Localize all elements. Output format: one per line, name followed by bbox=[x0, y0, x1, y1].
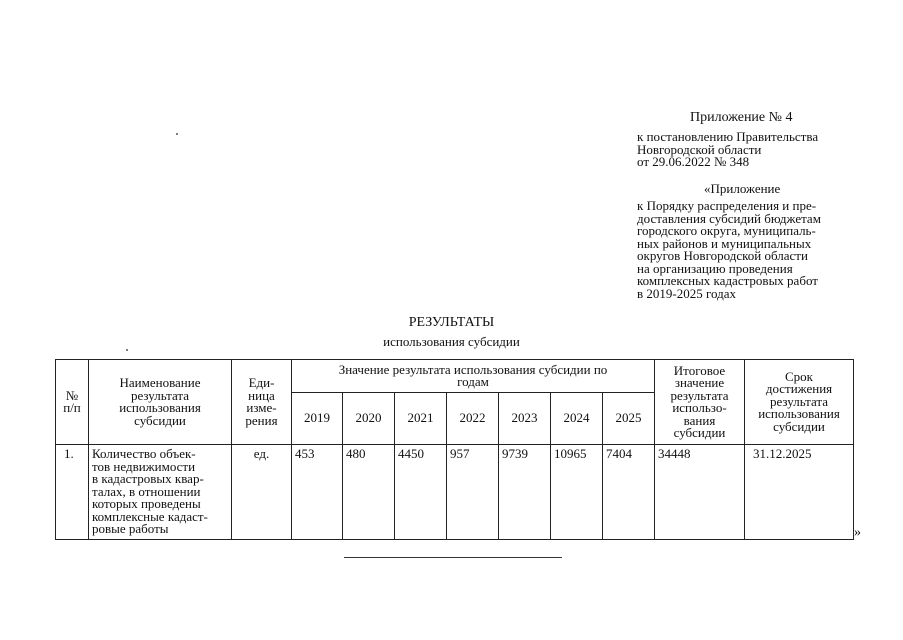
header-line: п/п bbox=[63, 400, 81, 415]
header-line: изме- bbox=[246, 400, 277, 415]
col-header-year: 2020 bbox=[343, 393, 395, 445]
table-row bbox=[56, 445, 854, 540]
sub-appendix-title: «Приложение bbox=[704, 181, 781, 196]
page-subtitle: использования субсидии bbox=[383, 334, 520, 349]
cell-value-2021: 4450 bbox=[395, 445, 447, 540]
sub-appendix-line: ных районов и муниципальных bbox=[637, 235, 812, 251]
cell-line: тов недвижимости bbox=[92, 458, 196, 474]
header-line: использования bbox=[119, 400, 201, 415]
header-line: субсидии bbox=[773, 418, 825, 434]
col-header-year: 2022 bbox=[447, 393, 499, 445]
header-line: достижения bbox=[765, 381, 833, 397]
cell-line: Количество объек- bbox=[92, 446, 196, 461]
sub-appendix-line: на организацию проведения bbox=[637, 260, 793, 276]
appendix-title: Приложение № 4 bbox=[690, 110, 793, 125]
header-line: значение bbox=[674, 375, 725, 390]
col-header-unit bbox=[232, 360, 292, 445]
sub-appendix-line: городского округа, муниципаль- bbox=[637, 223, 816, 238]
header-line: результата bbox=[769, 393, 829, 409]
cell-value-2025: 7404 bbox=[603, 445, 655, 540]
cell-line: комплексные кадаст- bbox=[92, 508, 208, 524]
page-title: РЕЗУЛЬТАТЫ bbox=[408, 315, 495, 330]
col-header-year: 2023 bbox=[499, 393, 551, 445]
header-line: субсидии bbox=[673, 425, 726, 440]
col-header-year: 2019 bbox=[292, 393, 343, 445]
sub-appendix-line: доставления субсидий бюджетам bbox=[637, 210, 821, 226]
appendix-line: от 29.06.2022 № 348 bbox=[637, 154, 750, 169]
cell-line: которых проведены bbox=[92, 496, 201, 511]
cell-num: 1. bbox=[56, 445, 89, 540]
header-line: рения bbox=[245, 412, 278, 428]
cell-line: ровые работы bbox=[92, 521, 169, 536]
col-header-total bbox=[655, 360, 745, 445]
cell-value-2019: 453 bbox=[292, 445, 343, 540]
header-line: Наименование bbox=[119, 375, 201, 390]
sub-appendix-line: в 2019-2025 годах bbox=[637, 285, 736, 301]
header-line: годам bbox=[457, 374, 489, 389]
col-header-name bbox=[89, 360, 232, 445]
closing-quote: » bbox=[854, 525, 861, 540]
header-line: № bbox=[65, 387, 79, 403]
cell-value-2024: 10965 bbox=[551, 445, 603, 540]
cell-unit: ед. bbox=[232, 445, 292, 540]
sub-appendix-line: комплексных кадастровых работ bbox=[637, 273, 818, 288]
cell-total: 34448 bbox=[655, 445, 745, 540]
appendix-line: Новгородской области bbox=[637, 141, 762, 157]
scan-speck bbox=[176, 133, 178, 135]
header-line: ница bbox=[248, 387, 275, 403]
cell-value-2020: 480 bbox=[343, 445, 395, 540]
col-header-num bbox=[56, 360, 89, 445]
col-header-year: 2021 bbox=[395, 393, 447, 445]
header-line: Значение результата использования субсидии по bbox=[338, 361, 608, 377]
cell-line: талах, в отношении bbox=[92, 483, 201, 499]
header-row bbox=[56, 360, 854, 393]
appendix-line: к постановлению Правительства bbox=[637, 129, 819, 144]
col-header-deadline bbox=[745, 360, 854, 445]
results-table bbox=[55, 359, 854, 540]
header-line: субсидии bbox=[134, 412, 186, 428]
header-line: Итоговое bbox=[673, 362, 726, 378]
header-line: Срок bbox=[785, 368, 813, 384]
cell-deadline: 31.12.2025 bbox=[745, 445, 854, 540]
header-line: вания bbox=[683, 412, 716, 428]
header-line: использования bbox=[758, 406, 840, 422]
cell-name bbox=[89, 445, 232, 540]
footer-divider bbox=[344, 557, 562, 558]
sub-appendix-line: округов Новгородской области bbox=[637, 248, 808, 263]
col-header-year: 2025 bbox=[603, 393, 655, 445]
sub-appendix-line: к Порядку распределения и пре- bbox=[637, 198, 817, 213]
col-header-year: 2024 bbox=[551, 393, 603, 445]
header-line: Еди- bbox=[248, 375, 275, 390]
header-line: использо- bbox=[672, 400, 727, 415]
col-header-values-group bbox=[292, 360, 655, 393]
header-line: результата bbox=[130, 387, 190, 403]
cell-value-2022: 957 bbox=[447, 445, 499, 540]
cell-line: в кадастровых квар- bbox=[92, 471, 204, 486]
header-line: результата bbox=[670, 387, 729, 403]
cell-value-2023: 9739 bbox=[499, 445, 551, 540]
